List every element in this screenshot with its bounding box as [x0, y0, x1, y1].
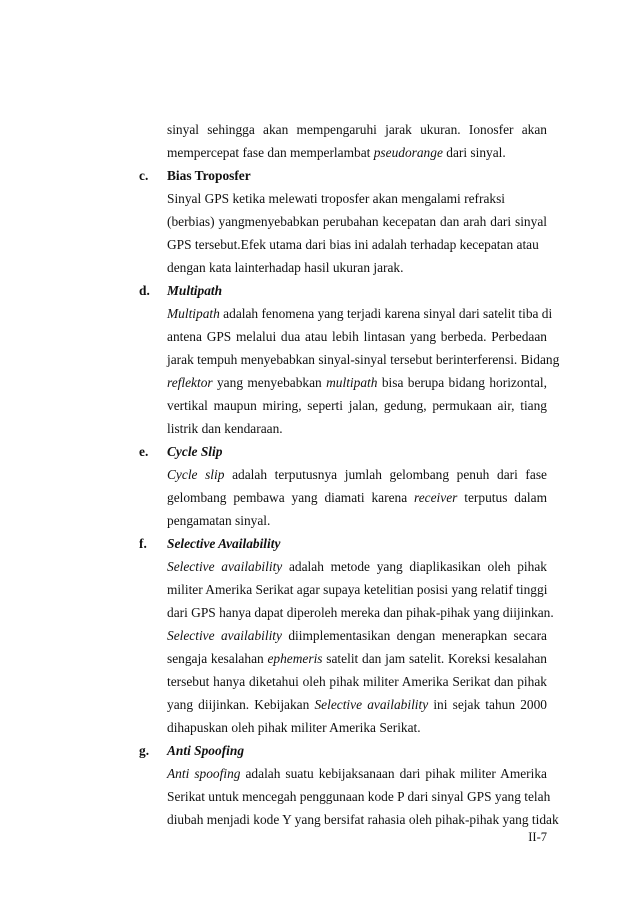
paragraph-line: dari GPS hanya dapat diperoleh mereka dan pihak-pihak yang diijinkan.: [167, 605, 554, 620]
section-heading: Bias Troposfer: [167, 168, 251, 183]
paragraph-line: Multipath adalah fenomena yang terjadi karena sinyal dari satelit tiba di: [167, 306, 553, 321]
paragraph-line: tersebut hanya diketahui oleh pihak militer Amerika Serikat dan pihak: [167, 674, 547, 689]
paragraph-line: Anti spoofing adalah suatu kebijaksanaan dari pihak militer Amerika: [167, 766, 547, 781]
list-marker: c.: [139, 168, 149, 183]
paragraph-line: dengan kata lainterhadap hasil ukuran jarak.: [167, 260, 404, 275]
section-heading: Anti Spoofing: [167, 743, 245, 758]
list-marker: g.: [139, 743, 150, 758]
paragraph-line: antena GPS melalui dua atau lebih lintasan yang berbeda. Perbedaan: [167, 329, 547, 344]
paragraph-line: yang diijinkan. Kebijakan Selective availability ini sejak tahun 2000: [167, 697, 547, 712]
paragraph-line: mempercepat fase dan memperlambat pseudorange dari sinyal.: [167, 145, 506, 160]
paragraph-line: Serikat untuk mencegah penggunaan kode P dari sinyal GPS yang telah: [167, 789, 551, 804]
paragraph-line: (berbias) yangmenyebabkan perubahan kecepatan dan arah dari sinyal: [167, 214, 547, 229]
paragraph-line: sengaja kesalahan ephemeris satelit dan jam satelit. Koreksi kesalahan: [167, 651, 547, 666]
paragraph-line: militer Amerika Serikat agar supaya ketelitian posisi yang relatif tinggi: [167, 582, 548, 597]
paragraph-line: GPS tersebut.Efek utama dari bias ini adalah terhadap kecepatan atau: [167, 237, 539, 252]
list-marker: e.: [139, 444, 149, 459]
paragraph-line: vertikal maupun miring, seperti jalan, gedung, permukaan air, tiang: [167, 398, 547, 413]
section-heading: Multipath: [167, 283, 223, 298]
paragraph-line: gelombang pembawa yang diamati karena receiver terputus dalam: [167, 490, 547, 505]
list-marker: d.: [139, 283, 150, 298]
section-heading: Selective Availability: [167, 536, 281, 551]
paragraph-line: dihapuskan oleh pihak militer Amerika Serikat.: [167, 720, 421, 735]
paragraph-line: Selective availability adalah metode yang diaplikasikan oleh pihak: [167, 559, 547, 574]
paragraph-line: sinyal sehingga akan mempengaruhi jarak ukuran. Ionosfer akan: [167, 122, 547, 137]
paragraph-line: diubah menjadi kode Y yang bersifat rahasia oleh pihak-pihak yang tidak: [167, 812, 559, 827]
paragraph-line: jarak tempuh menyebabkan sinyal-sinyal tersebut berinterferensi. Bidang: [167, 352, 560, 367]
list-marker: f.: [139, 536, 147, 551]
paragraph-line: Sinyal GPS ketika melewati troposfer akan mengalami refraksi: [167, 191, 506, 206]
paragraph-line: listrik dan kendaraan.: [167, 421, 283, 436]
paragraph-line: Cycle slip adalah terputusnya jumlah gelombang penuh dari fase: [167, 467, 547, 482]
section-heading: Cycle Slip: [167, 444, 223, 459]
paragraph-line: reflektor yang menyebabkan multipath bisa berupa bidang horizontal,: [167, 375, 547, 390]
paragraph-line: pengamatan sinyal.: [167, 513, 271, 528]
page-number: II-7: [528, 830, 547, 844]
paragraph-line: Selective availability diimplementasikan dengan menerapkan secara: [167, 628, 547, 643]
